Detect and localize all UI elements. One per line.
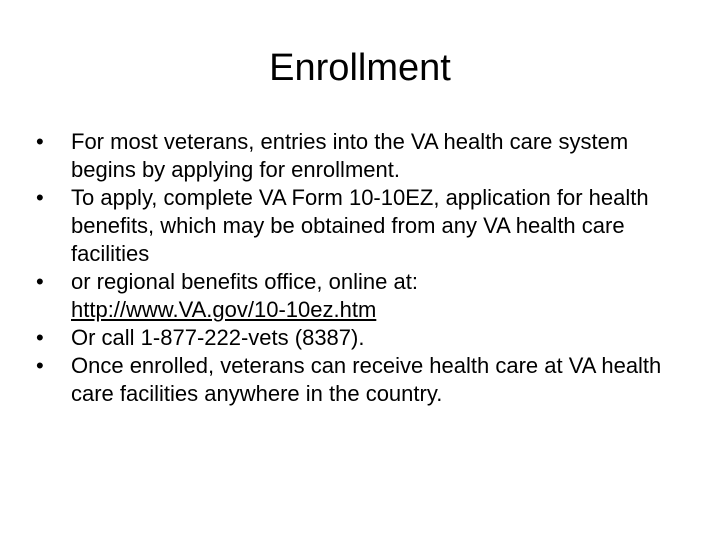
bullet-item-online [36,268,686,324]
bullet-icon: • [36,129,44,154]
bullet-icon: • [36,185,44,210]
bullet-item-enrollment [36,128,686,184]
bullet-text: Or call 1-877-222-vets (8387). [71,325,365,350]
bullet-text: To apply, complete VA Form 10-10EZ, application for health benefits, which may be obtained from any VA health care facilities [71,185,649,266]
va-form-link[interactable]: http://www.VA.gov/10-10ez.htm [71,297,377,322]
bullet-icon: • [36,325,44,350]
bullet-text: Once enrolled, veterans can receive health care at VA health care facilities anywhere in the country. [71,353,662,406]
bullet-item-call [36,324,686,352]
slide-title: Enrollment [269,47,451,89]
bullet-item-apply [36,184,686,268]
bullet-text: For most veterans, entries into the VA health care system begins by applying for enrollment. [71,129,629,182]
bullet-item-enrolled [36,352,686,408]
bullet-text: or regional benefits office, online at: [71,269,418,294]
bullet-list [36,128,686,408]
bullet-icon: • [36,269,44,294]
bullet-icon: • [36,353,44,378]
